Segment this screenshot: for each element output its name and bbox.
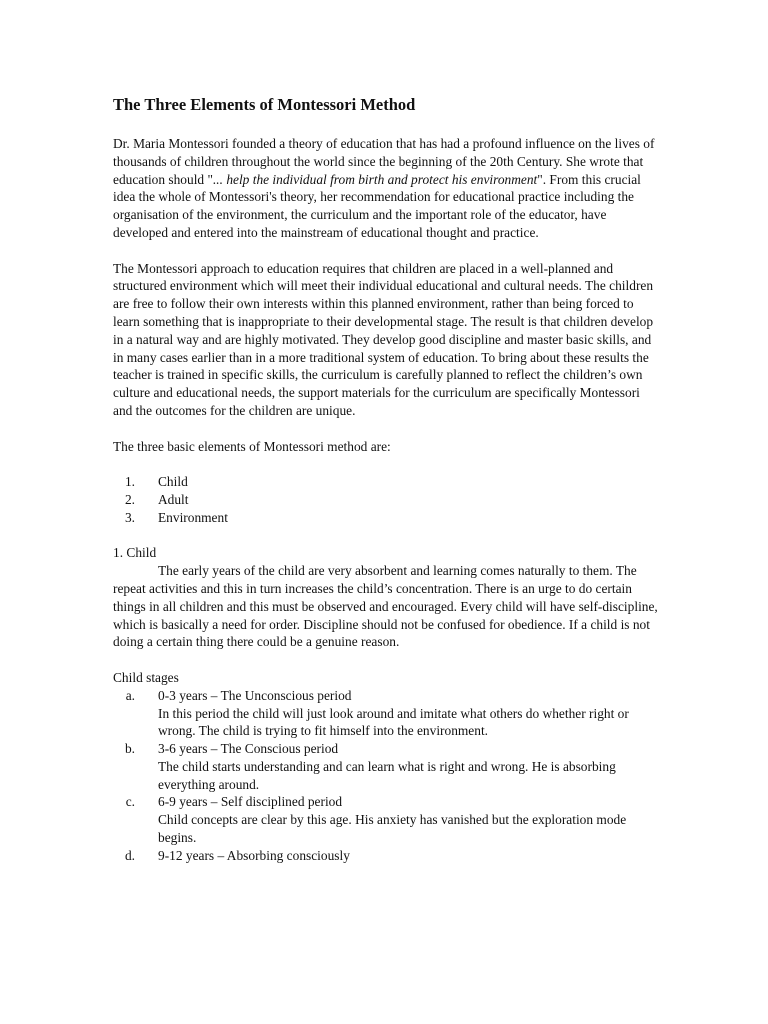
intro-text-after: ". From this crucial idea the whole of Montessori's theory, her recommendation for educational practice including the organisation of the environment, the curriculum and the important role of the educator, have developed and entered into the mainstream of educational thought and practice. (113, 171, 641, 240)
list-item-label: Environment (158, 509, 228, 525)
stage-description: In this period the child will just look around and imitate what others do whether right or wrong. The child is trying to fit himself into the environment. (158, 705, 629, 739)
stage-body (158, 847, 658, 865)
list-marker: d. (124, 847, 135, 863)
stage-body (158, 793, 658, 846)
list-marker: 1. (124, 474, 135, 490)
elements-list (113, 473, 658, 526)
document-title: The Three Elements of Montessori Method (113, 95, 416, 114)
stage-body (158, 740, 658, 793)
approach-paragraph: The Montessori approach to education requires that children are placed in a well-planned and structured environment which will meet their individual educational and cultural needs. The children are free to follow their own interests within this planned environment, rather than being forced to learn something that is inappropriate to their developmental stage. The result is that children develop in a natural way and are highly motivated. They develop good discipline and master basic skills, and in many cases earlier than in a more traditional system of education. To bring about these results the teacher is trained in specific skills, the curriculum is carefully planned to reflect the children’s own culture and educational needs, the support materials for the curriculum are specifically Montessori and the outcomes for the children are unique. (113, 260, 654, 418)
list-marker: 3. (124, 509, 135, 525)
list-item-label: Child (158, 474, 188, 490)
stage-description: The child starts understanding and can learn what is right and wrong. He is absorbing everything around. (158, 758, 616, 792)
stage-body (158, 687, 658, 740)
list-marker: 2. (124, 491, 135, 507)
stage-title: 9-12 years – Absorbing consciously (158, 847, 350, 863)
list-item (113, 740, 658, 793)
stages-list (113, 687, 658, 865)
intro-paragraph (113, 135, 658, 242)
intro-quote: ... help the individual from birth and protect his environment (212, 171, 538, 187)
list-item (113, 687, 658, 740)
stage-title: 3-6 years – The Conscious period (158, 741, 339, 757)
child-paragraph: The early years of the child are very absorbent and learning comes naturally to them. The repeat activities and this in turn increases the child’s concentration. There is an urge to do certain things in all children and this must be observed and encouraged. Every child will have self-discipline, which is basically a need for order. Discipline should not be confused for obedience. If a child is not doing a certain thing there could be a genuine reason. (113, 563, 658, 650)
stage-description: Child concepts are clear by this age. His anxiety has vanished but the exploration mode begins. (158, 812, 627, 846)
list-item (113, 491, 658, 509)
list-item (113, 473, 658, 491)
list-marker: b. (124, 741, 135, 757)
list-marker: a. (125, 687, 135, 703)
section-heading-child: 1. Child (113, 545, 157, 561)
stage-title: 6-9 years – Self disciplined period (158, 794, 343, 810)
stages-heading: Child stages (113, 669, 179, 685)
list-item (113, 509, 658, 527)
intro-text-before: Dr. Maria Montessori founded a theory of education that has had a profound influence on the lives of thousands of children throughout the world since the beginning of the 20th Century. She wrote that education should " (113, 136, 655, 187)
document-body (113, 95, 658, 865)
list-item-label: Adult (158, 491, 189, 507)
list-marker: c. (125, 794, 135, 810)
stage-title: 0-3 years – The Unconscious period (158, 687, 352, 703)
list-item (113, 793, 658, 846)
elements-intro: The three basic elements of Montessori method are: (113, 438, 391, 454)
list-item (113, 847, 658, 865)
